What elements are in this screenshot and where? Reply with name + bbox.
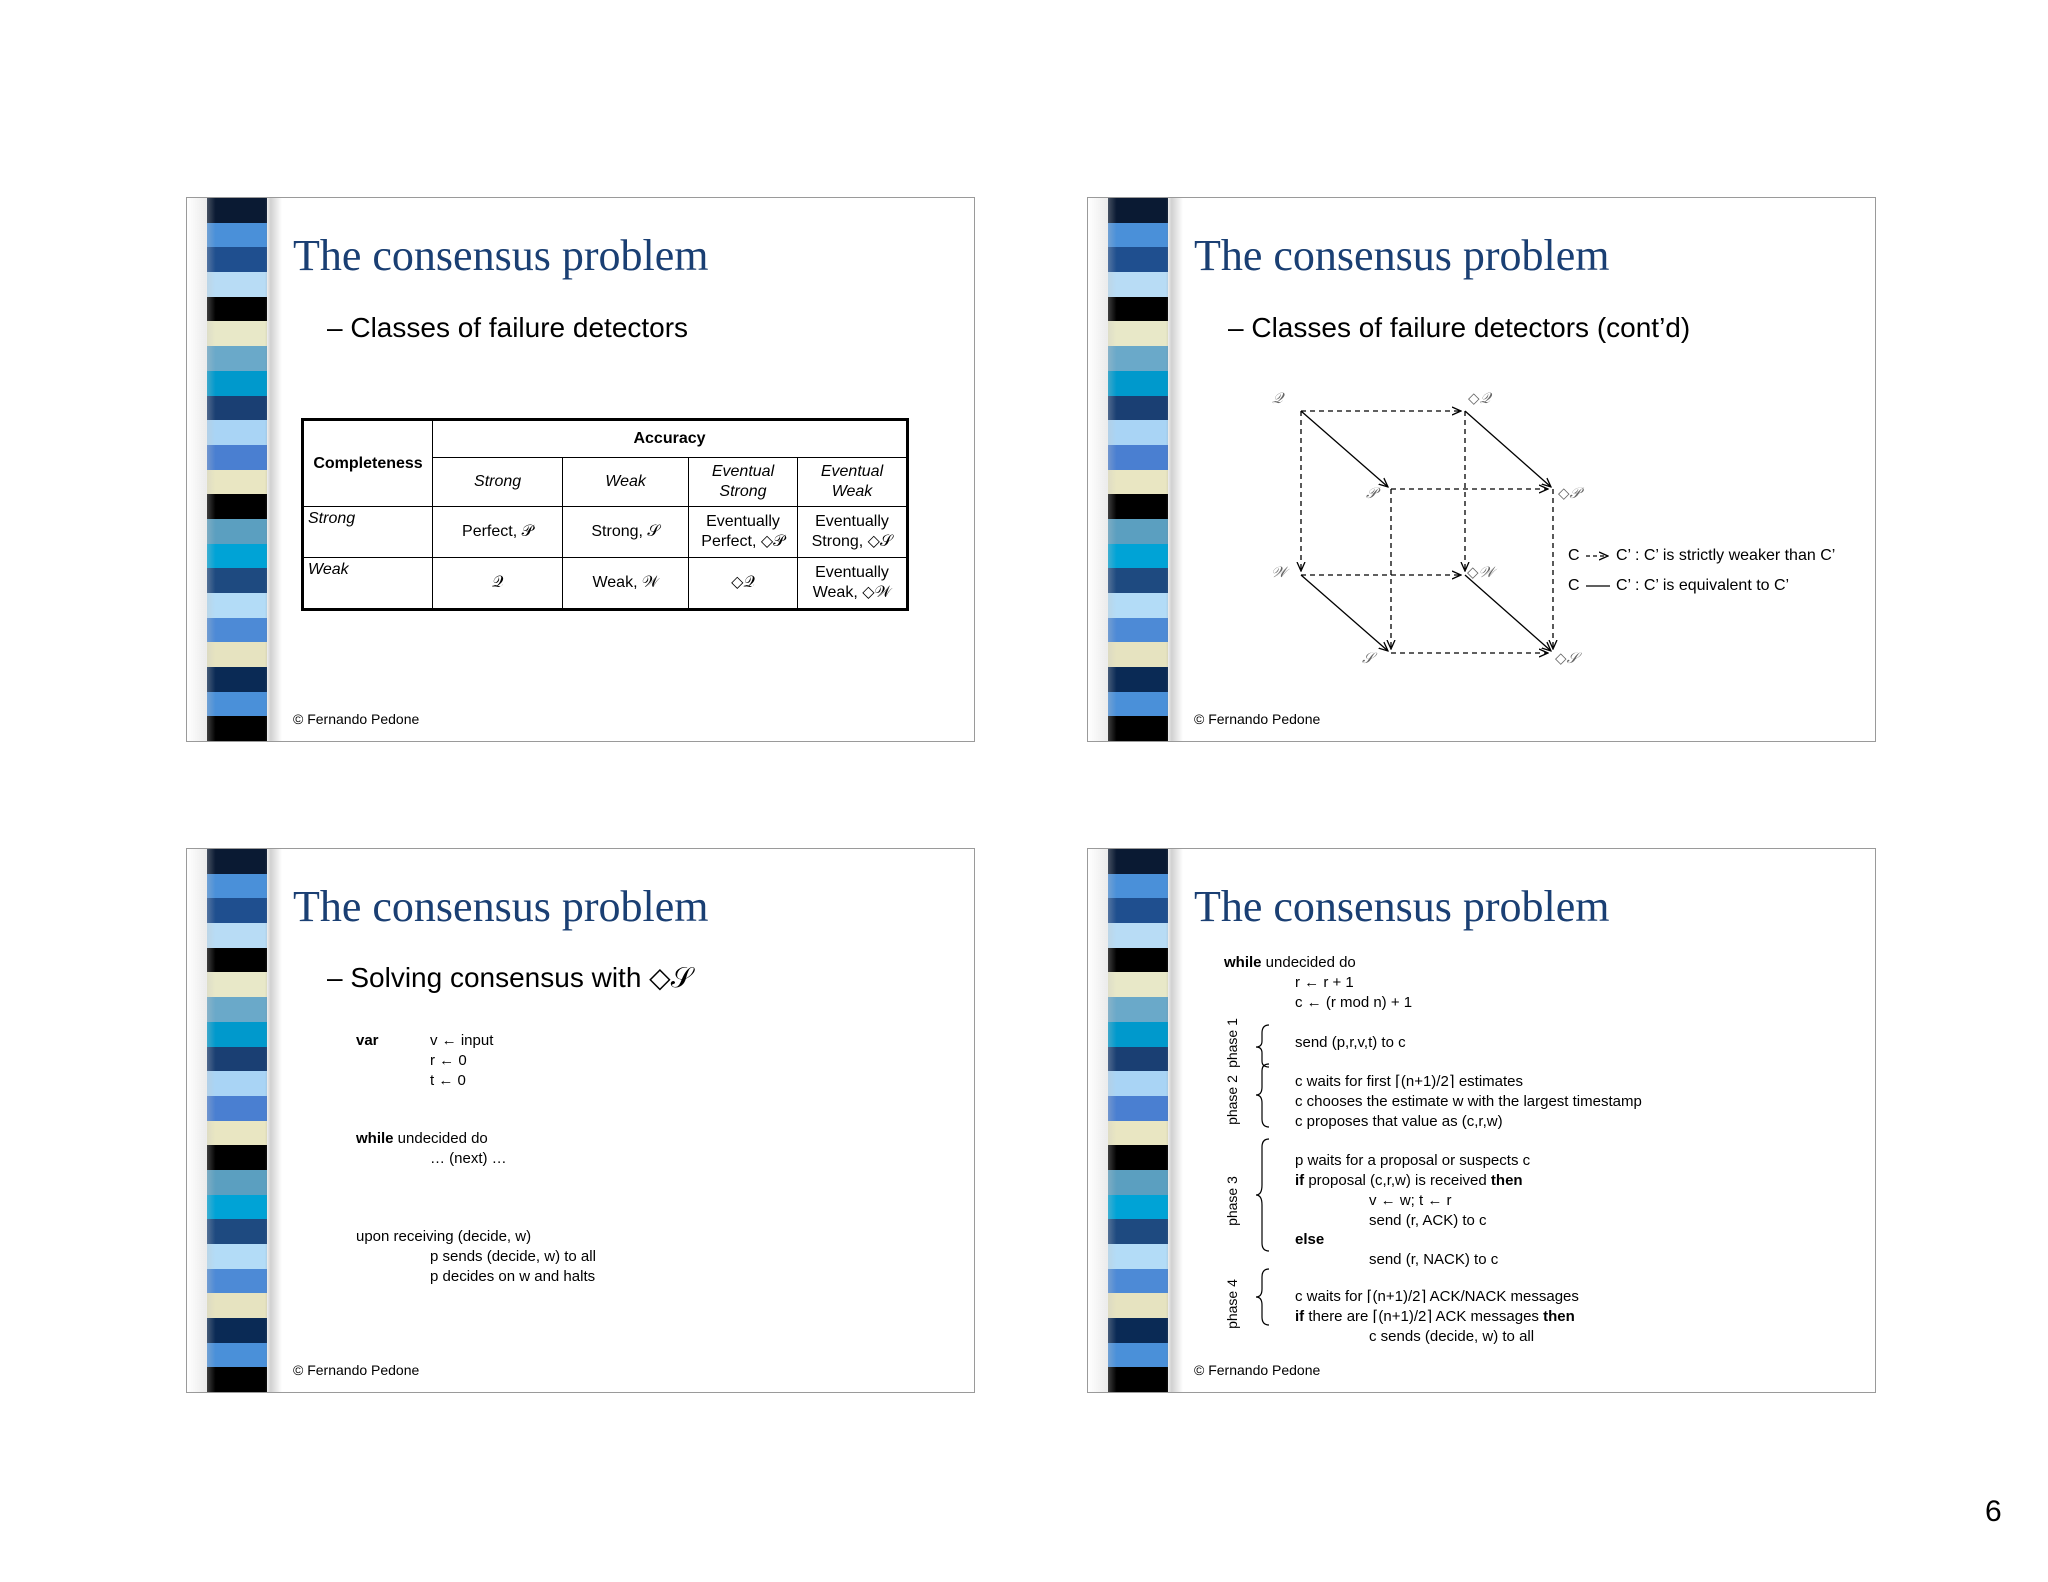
phase-4-brace <box>1256 1269 1269 1325</box>
phase-3-brace <box>1256 1139 1269 1251</box>
phase-1-brace <box>1256 1025 1269 1067</box>
code-line: c ← (r mod n) + 1 <box>1295 994 1413 1011</box>
slide-3 <box>186 848 975 1393</box>
decorative-stripe <box>207 849 267 1392</box>
slide-subtitle: – Solving consensus with ◇𝒮 <box>327 962 693 993</box>
code-line: c sends (decide, w) to all <box>1369 1328 1535 1345</box>
slide-subtitle: – Classes of failure detectors <box>327 312 689 343</box>
col-header: Strong <box>433 458 563 507</box>
code-line: r ← 0 <box>430 1052 467 1069</box>
table-cell: Strong, 𝒮 <box>563 507 689 558</box>
slide-title: The consensus problem <box>1194 882 1610 931</box>
code-line: c chooses the estimate w with the largest timestamp <box>1295 1093 1642 1110</box>
slide-2 <box>1087 197 1876 742</box>
legend-equivalent: C’ : C’ is equivalent to C’ <box>1616 577 1790 594</box>
arrow-solid <box>1301 411 1388 487</box>
node-eventual-s: ◇𝒮 <box>1555 649 1579 667</box>
code-line: p sends (decide, w) to all <box>430 1248 596 1265</box>
arrow-solid <box>1465 411 1551 487</box>
slide-footer: © Fernando Pedone <box>1194 711 1321 727</box>
failure-detector-cube-diagram <box>1088 198 1875 741</box>
node-w: 𝒲 <box>1271 563 1287 581</box>
slide-title: The consensus problem <box>293 882 709 931</box>
code-line: send (r, ACK) to c <box>1369 1212 1487 1229</box>
code-else-line: else <box>1295 1231 1325 1248</box>
col-header: Eventual Weak <box>798 458 908 507</box>
code-if-line: if proposal (c,r,w) is received then <box>1295 1172 1523 1189</box>
slide-1 <box>186 197 975 742</box>
accuracy-header: Accuracy <box>433 420 908 458</box>
col-header: Weak <box>563 458 689 507</box>
legend-weaker: C’ : C’ is strictly weaker than C’ <box>1616 547 1836 564</box>
table-cell: Weak, 𝒲 <box>563 558 689 610</box>
completeness-header: Completeness <box>303 420 433 507</box>
code-while-line: while undecided do <box>356 1130 488 1147</box>
code-line: upon receiving (decide, w) <box>356 1228 532 1245</box>
node-eventual-p: ◇𝒫 <box>1558 484 1581 502</box>
code-line: send (r, NACK) to c <box>1369 1251 1499 1268</box>
code-var-keyword: var <box>356 1032 379 1049</box>
phase-1-label: phase 1 <box>1224 1018 1240 1068</box>
code-line: v ← w; t ← r <box>1369 1192 1452 1209</box>
code-line: c waits for ⌈(n+1)/2⌉ ACK/NACK messages <box>1295 1288 1579 1305</box>
arrow-solid <box>1465 575 1551 651</box>
legend-c: C <box>1568 547 1580 564</box>
code-line: send (p,r,v,t) to c <box>1295 1034 1406 1051</box>
legend-c: C <box>1568 577 1580 594</box>
node-eventual-w: ◇𝒲 <box>1467 563 1495 581</box>
phase-2-label: phase 2 <box>1224 1075 1240 1125</box>
table-cell: Eventually Weak, ◇𝒲 <box>798 558 908 610</box>
slide-4 <box>1087 848 1876 1393</box>
code-while-line: while undecided do <box>1224 954 1356 971</box>
slide-subtitle: – Classes of failure detectors (cont’d) <box>1228 312 1691 343</box>
arrow-solid <box>1301 575 1388 651</box>
phase-3-label: phase 3 <box>1224 1176 1240 1226</box>
page-number: 6 <box>1985 1495 2002 1528</box>
decorative-stripe <box>207 198 267 741</box>
node-s: 𝒮 <box>1362 649 1374 667</box>
col-header: Eventual Strong <box>689 458 798 507</box>
node-eventual-q: ◇𝒬 <box>1468 389 1491 407</box>
slide-footer: © Fernando Pedone <box>1194 1362 1321 1378</box>
table-cell: Perfect, 𝒫 <box>433 507 563 558</box>
row-label: Weak <box>303 558 433 610</box>
code-line: c waits for first ⌈(n+1)/2⌉ estimates <box>1295 1073 1524 1090</box>
code-line: c proposes that value as (c,r,w) <box>1295 1113 1503 1130</box>
code-line: t ← 0 <box>430 1072 466 1089</box>
slide-title: The consensus problem <box>1194 231 1610 280</box>
row-label: Strong <box>303 507 433 558</box>
slide-title: The consensus problem <box>293 231 709 280</box>
failure-detector-table <box>301 418 909 611</box>
phase-4-label: phase 4 <box>1224 1279 1240 1329</box>
node-p: 𝒫 <box>1366 484 1377 502</box>
node-q: 𝒬 <box>1272 389 1283 407</box>
code-line: r ← r + 1 <box>1295 974 1354 991</box>
code-line: v ← input <box>430 1032 494 1049</box>
table-cell: Eventually Strong, ◇𝒮 <box>798 507 908 558</box>
table-cell: Eventually Perfect, ◇𝒫 <box>689 507 798 558</box>
table-cell: ◇𝒬 <box>689 558 798 610</box>
code-line: … (next) … <box>430 1150 507 1167</box>
table-cell: 𝒬 <box>433 558 563 610</box>
slide-footer: © Fernando Pedone <box>293 1362 420 1378</box>
code-line: p waits for a proposal or suspects c <box>1295 1152 1531 1169</box>
slide-footer: © Fernando Pedone <box>293 711 420 727</box>
phase-2-brace <box>1256 1064 1269 1127</box>
code-if-line: if there are ⌈(n+1)/2⌉ ACK messages then <box>1295 1308 1575 1325</box>
code-line: p decides on w and halts <box>430 1268 596 1285</box>
